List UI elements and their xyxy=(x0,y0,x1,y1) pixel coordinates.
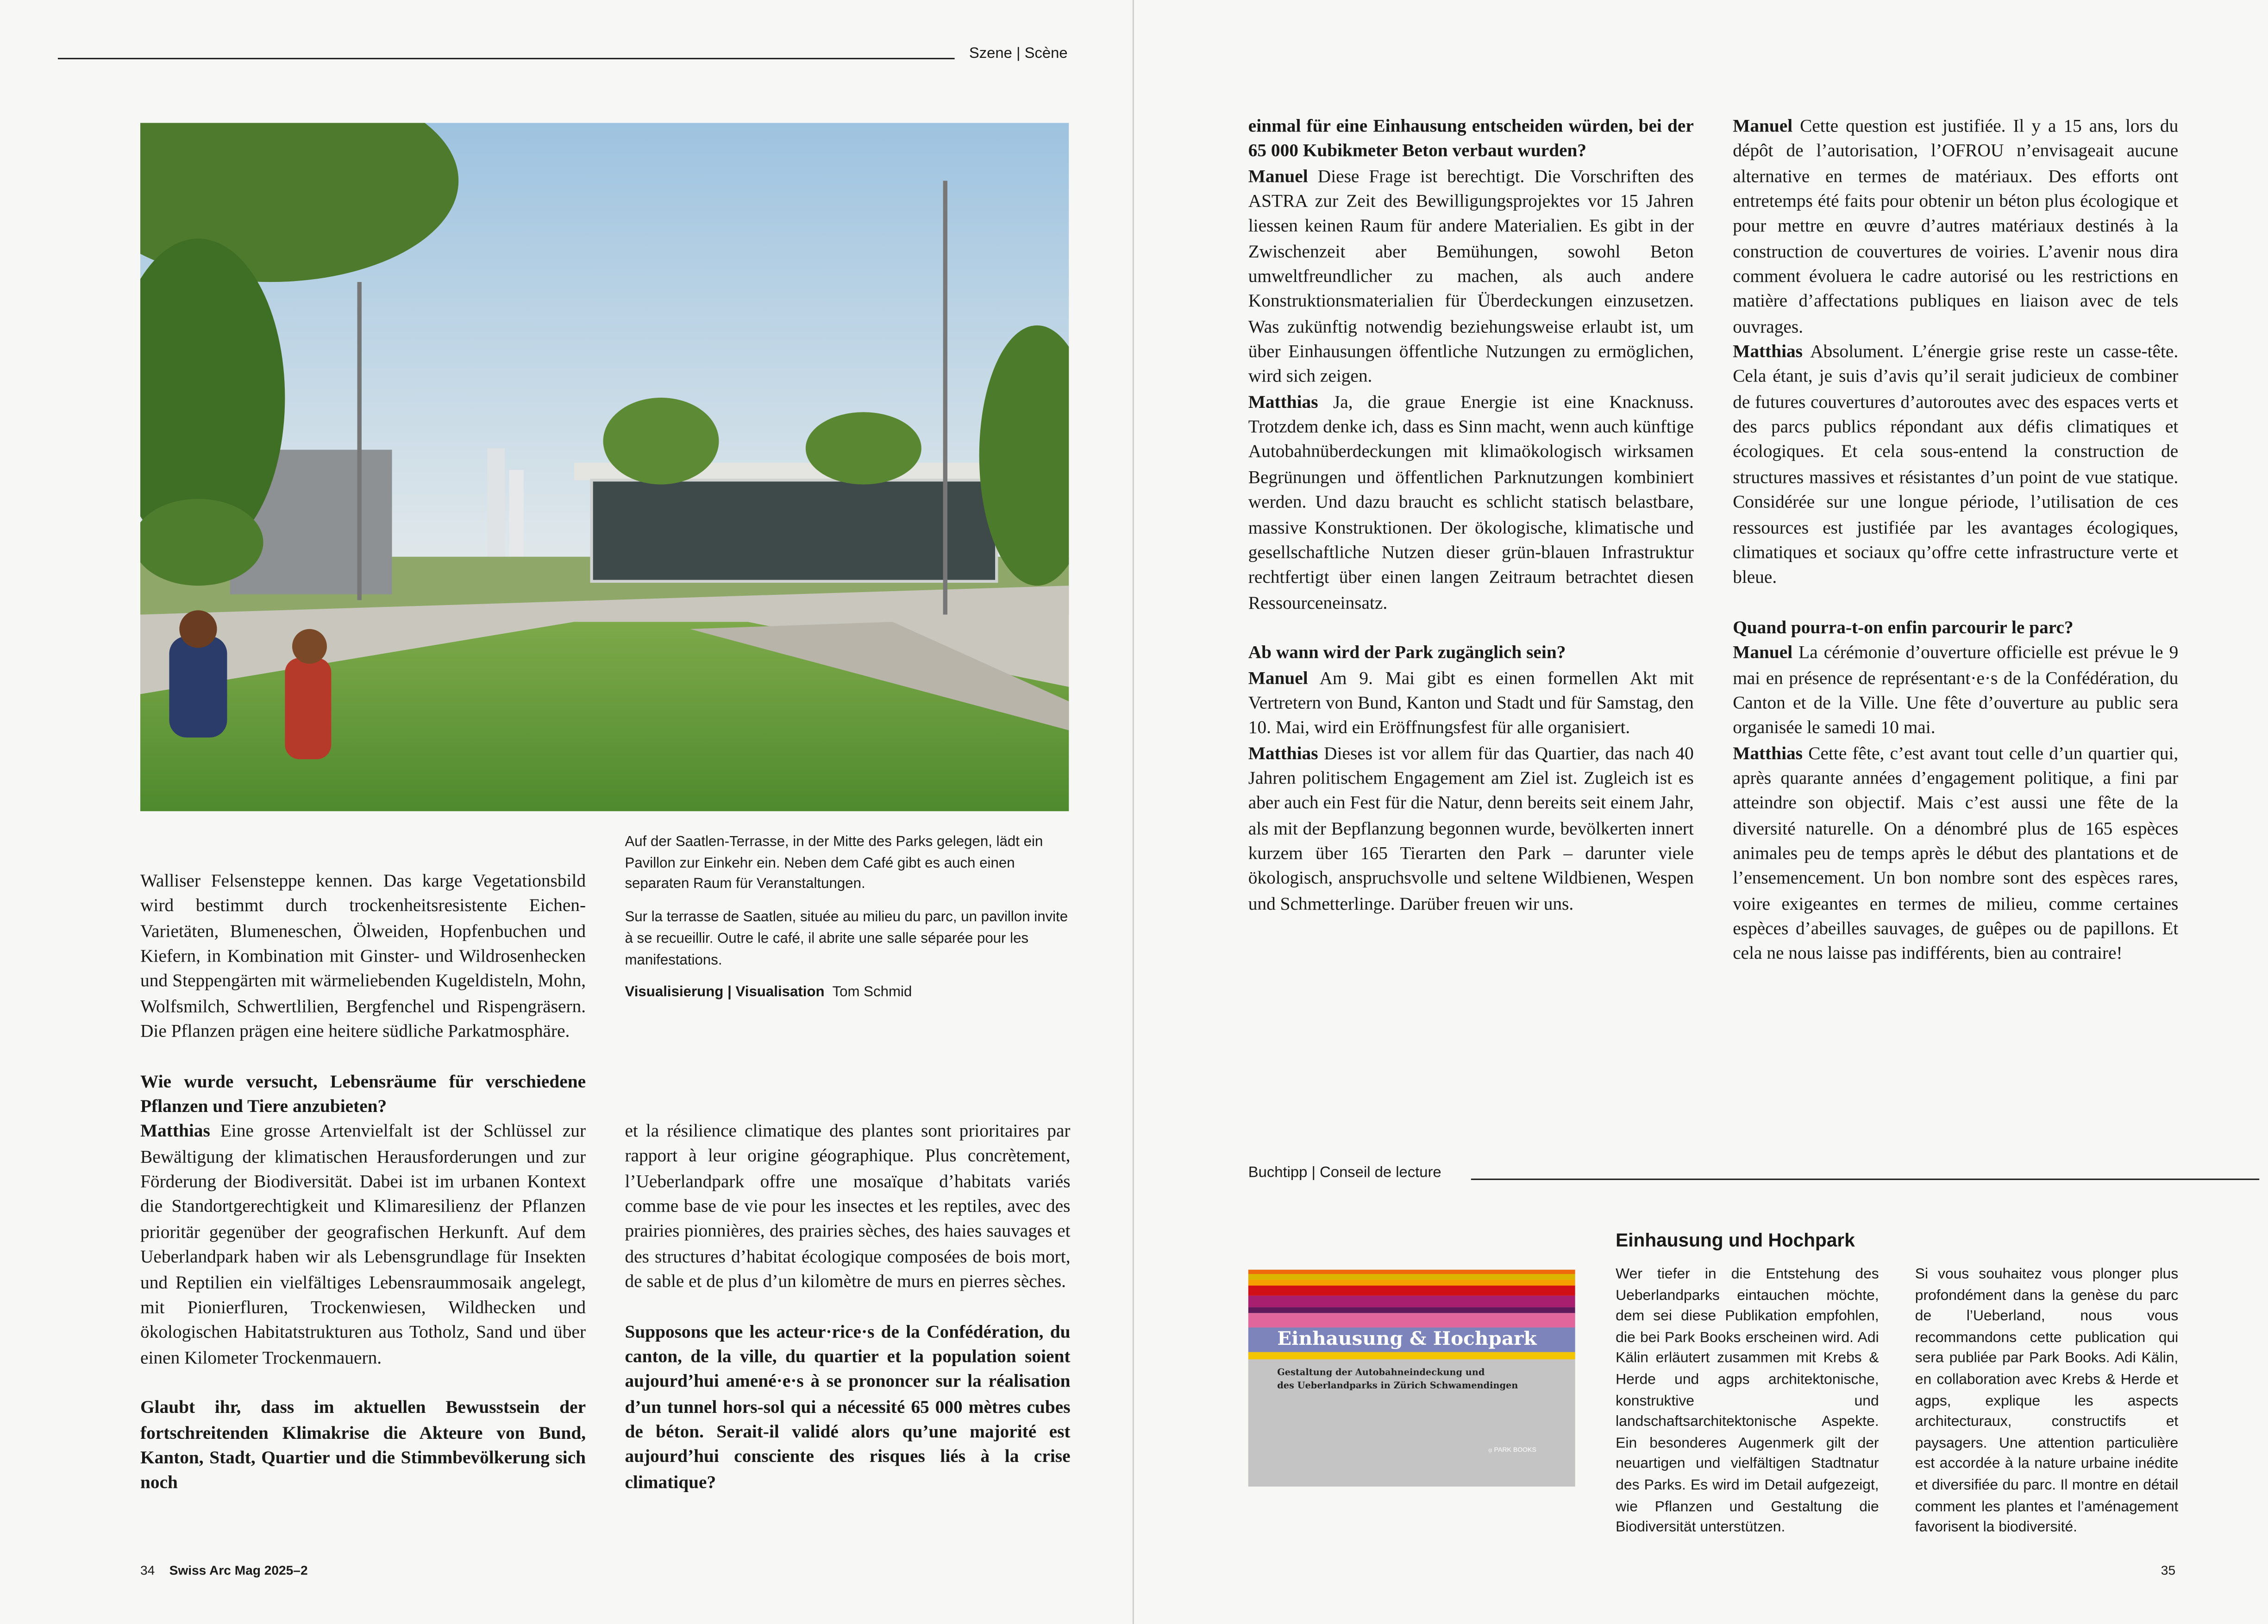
credit-label: Visualisierung | Visualisation xyxy=(625,985,825,1001)
answer-paragraph xyxy=(1733,641,2178,741)
speaker: Matthias xyxy=(140,1121,210,1142)
question-heading: Glaubt ihr, dass im aktuellen Bewusstsein der fortschreitenden Klimakrise die Akteure von Bund, Kanton, Stadt, Quartier und die Stimmbevölkerung sich noch xyxy=(140,1397,586,1493)
publisher-logo xyxy=(1488,1446,1536,1454)
book-text-fr: Si vous souhaitez vous plonger plus profondément dans la genèse du parc de l’Ueberland, nous vous recommandons cette publication qui sera publiée par Park Books. Adi Kälin, en collaboration avec Krebs & Herde et agps, explique les aspects architecturaux, constructifs et paysagers. Une attention particulière est accordée à la nature urbaine inédite et diversifiée du parc. Il montre en détail comment les plantes et l’aménagement favorisent la biodiversité. xyxy=(1915,1267,2179,1536)
cover-title: Einhausung & Hochpark xyxy=(1248,1328,1575,1352)
answer-paragraph xyxy=(1248,741,1694,917)
paragraph: Walliser Felsensteppe kennen. Das karge Vegetationsbild wird bestimmt durch trockenheitsresistente Eichen-Varietäten, Blumeneschen, Ölweiden, Hopfenbuchen und Kiefern, in Kombination mit Ginster- und Wildrosenhecken und Steppengärten mit wärmeliebenden Kugeldisteln, Mohn, Wolfsmilch, Schwertlilien, Bergfenchel und Rispengräsern. Die Pflanzen prägen eine heitere südliche Parkatmosphäre. xyxy=(140,870,586,1042)
question-heading: Ab wann wird der Park zugänglich sein? xyxy=(1248,642,1566,663)
book-cover xyxy=(1248,1270,1575,1487)
speaker: Manuel xyxy=(1733,115,1793,136)
answer-text: Cette question est justifiée. Il y a 15 ans, lors du dépôt de l’autorisation, l’OFROU n’envisageait aucune alternative en termes de matériaux. Des efforts ont entretemps été faits pour obtenir un béton plus écologique et pour mettre en œuvre d’autres matériaux destinés à la construction de couvertures de voiries. L’avenir nous dira comment évoluera le cadre autorisé ou les restrictions en matière d’affectations publiques en liaison avec de tels ouvrages. xyxy=(1733,115,2179,337)
answer-text: Eine grosse Artenvielfalt ist der Schlüssel zur Bewältigung der klimatischen Herausforderungen und zur Förderung der Biodiversität. Dabei ist im urbanen Kontext die Standortgerechtigkeit und Klimaresilienz der Pflanzen prioritär gegenüber der geografischen Herkunft. Auf dem Ueberlandpark haben wir als Lebensgrundlage für Insekten und Reptilien ein vielfältiges Lebensraummosaik angelegt, mit Pionierfluren, Trockenwiesen, Wildhecken und ökologischen Habitatstrukturen aus Totholz, Sand und über einen Kilometer Trockenmauern. xyxy=(140,1121,586,1368)
book-tip-section-label: Buchtipp | Conseil de lecture xyxy=(1248,1164,1441,1182)
page-number-left: 34 xyxy=(140,1563,155,1578)
speaker: Matthias xyxy=(1248,391,1318,412)
answer-text: Absolument. L’énergie grise reste un casse-tête. Cela étant, je suis d’avis qu’il serait judicieux de combiner de futures couvertures d’autoroutes avec des espaces verts et des parcs publics répondant aux défis climatiques et écologiques. Et cela sous-entend la construction de structures massives et résistantes d’un point de vue statique. Considérée sur une longue période, l’utilisation de ces ressources est justifiée par les avantages écologiques, climatiques et sociaux qu’offre cette infrastructure verte et bleue. xyxy=(1733,341,2179,587)
answer-paragraph xyxy=(1733,340,2178,591)
page-gutter xyxy=(1133,0,1134,1624)
right-column-2 xyxy=(1733,114,2178,967)
speaker: Manuel xyxy=(1248,166,1308,186)
cover-subtitle-1: Gestaltung der Autobahneindeckung und xyxy=(1277,1368,1485,1378)
paragraph: et la résilience climatique des plantes sont prioritaires par rapport à leur origine géographique. Plus concrètement, l’Ueberlandpark offre une mosaïque d’habitats variés comme base de vie pour les insectes et les reptiles, avec des prairies pionnières, des prairies sèches, des haies sauvages et des structures d’habitat écologique composées de bois mort, de sable et de plus d’un kilomètre de murs en pierres sèches. xyxy=(625,1120,1071,1292)
book-tip-rule xyxy=(1471,1179,2259,1180)
left-column-2 xyxy=(625,1119,1070,1496)
speaker: Manuel xyxy=(1248,667,1308,688)
question-heading: Wie wurde versucht, Lebensräume für verschiedene Pflanzen und Tiere anzubieten? xyxy=(140,1071,586,1117)
book-text-de: Wer tiefer in die Entstehung des Ueberlandparks eintauchen möchte, dem sei diese Publikation empfohlen, die bei Park Books erscheinen wird. Adi Kälin erläutert zusammen mit Krebs & Herde und agps architektonische, konstruktive und landschaftsarchitektonische Aspekte. Ein besonderes Augenmerk gilt der neuartigen und vielfältigen Stadtnatur des Parks. Es wird im Detail aufgezeigt, wie Pflanzen und Gestaltung die Biodiversität unterstützen. xyxy=(1616,1267,1879,1536)
header-rule xyxy=(58,58,955,59)
answer-paragraph xyxy=(1733,114,2178,340)
photo-caption xyxy=(625,833,1073,1016)
answer-text: La cérémonie d’ouverture officielle est prévue le 9 mai en présence de représentant·e·s de la Confédération, du Canton et de la Ville. Une fête d’ouverture au public sera organisée le samedi 10 mai. xyxy=(1733,642,2179,738)
question-heading: einmal für eine Einhausung entscheiden würden, bei der 65 000 Kubikmeter Beton verbaut wurden? xyxy=(1248,115,1694,161)
speaker: Matthias xyxy=(1733,341,1803,362)
book-title: Einhausung und Hochpark xyxy=(1616,1229,1855,1251)
answer-paragraph xyxy=(1248,164,1694,390)
speaker: Matthias xyxy=(1248,743,1318,763)
answer-paragraph xyxy=(1248,666,1694,742)
answer-text: Cette fête, c’est avant tout celle d’un quartier qui, après quarante années d’engagement politique, a fini par atteindre son objectif. Mais c’est aussi une fête de la diversité naturelle. On a dénombré plus de 165 espèces animales peu de temps après le début des plantations et de l’ensemencement. Un bon nombre sont des espèces rares, voire exigeantes en termes de milieu, comme certaines espèces d’abeilles sauvages, de guêpes ou de papillons. Et cela ne nous laisse pas indifférents, bien au contraire! xyxy=(1733,743,2179,964)
credit-name: Tom Schmid xyxy=(832,985,912,1001)
question-heading: Supposons que les acteur·rice·s de la Confédération, du canton, de la ville, du quartier et la population soient aujourd’hui amené·e·s à se prononcer sur la réalisation d’un tunnel hors-sol qui a nécessité 65 000 mètres cubes de béton. Serait-il validé alors qu’une majorité est aujourd’hui consciente des risques liés à la crise climatique? xyxy=(625,1321,1071,1493)
magazine-name: Swiss Arc Mag 2025–2 xyxy=(169,1563,308,1578)
answer-text: Am 9. Mai gibt es einen formellen Akt mit Vertretern von Bund, Kanton und Stadt und für Samstag, den 10. Mai, wird ein Eröffnungsfest für alle organisiert. xyxy=(1248,667,1694,738)
photo-credit xyxy=(625,984,1073,1005)
answer-text: Diese Frage ist berechtigt. Die Vorschriften des ASTRA zur Zeit des Bewilligungsprojektes vor 15 Jahren liessen keinen Raum für andere Materialien. Es gibt in der Zwischenzeit aber Bemühungen, sowohl Beton umweltfreundlicher zu machen, als auch andere Konstruktionsmaterialien für Überdeckungen einzusetzen. Was zukünftig notwendig beziehungsweise erlaubt ist, um über Einhausungen öffentliche Nutzungen zu ermöglichen, wird sich zeigen. xyxy=(1248,166,1694,387)
caption-fr: Sur la terrasse de Saatlen, située au milieu du parc, un pavillon invite à se recueillir. Outre le café, il abrite une salle séparée pour les manifestations. xyxy=(625,910,1068,968)
section-label: Szene | Scène xyxy=(969,44,1068,62)
speaker: Matthias xyxy=(1733,743,1803,763)
speaker: Manuel xyxy=(1733,642,1793,663)
answer-paragraph xyxy=(140,1120,586,1371)
answer-text: Ja, die graue Energie ist eine Knacknuss. Trotzdem denke ich, dass es Sinn macht, wenn auch künftige Autobahnüberdeckungen mit klimaökologisch wirksamen Begrünungen und öffentlichen Parknutzungen kombiniert werden. Und dazu braucht es schlicht statisch belastbare, massive Konstruktionen. Der ökologische, klimatische und gesellschaftliche Nutzen dieser grün-blauen Infrastruktur rechtfertigt über einen langen Zeitraum betrachtet diesen Ressourceneinsatz. xyxy=(1248,391,1694,612)
page-number-right: 35 xyxy=(2161,1563,2176,1578)
left-column-1 xyxy=(140,869,586,1496)
bench-icon: ⍶ xyxy=(1488,1446,1492,1454)
cover-subtitle-2: des Ueberlandparks in Zürich Schwamendingen xyxy=(1277,1381,1518,1391)
answer-text: Dieses ist vor allem für das Quartier, das nach 40 Jahren politischem Engagement am Ziel ist. Zugleich ist es aber auch ein Fest für die Natur, denn bereits seit einem Jahr, als mit der Bepflanzung begonnen wurde, bevölkerten innert kurzem über 165 Tierarten den Park – darunter viele ökologisch, anspruchsvolle und seltene Wildbienen, Wespen und Schmetterlinge. Darüber freuen wir uns. xyxy=(1248,743,1694,914)
park-visualisation-photo xyxy=(140,123,1069,812)
right-column-1 xyxy=(1248,114,1694,917)
answer-paragraph xyxy=(1248,390,1694,616)
footer-left xyxy=(140,1563,308,1578)
question-heading: Quand pourra-t-on enfin parcourir le parc? xyxy=(1733,617,2074,638)
answer-paragraph xyxy=(1733,741,2178,967)
photo-illustration xyxy=(140,123,1069,812)
caption-de: Auf der Saatlen-Terrasse, in der Mitte des Parks gelegen, lädt ein Pavillon zur Einkehr ein. Neben dem Café gibt es auch einen separaten Raum für Veranstaltungen. xyxy=(625,834,1043,893)
publisher-name: PARK BOOKS xyxy=(1494,1446,1536,1454)
